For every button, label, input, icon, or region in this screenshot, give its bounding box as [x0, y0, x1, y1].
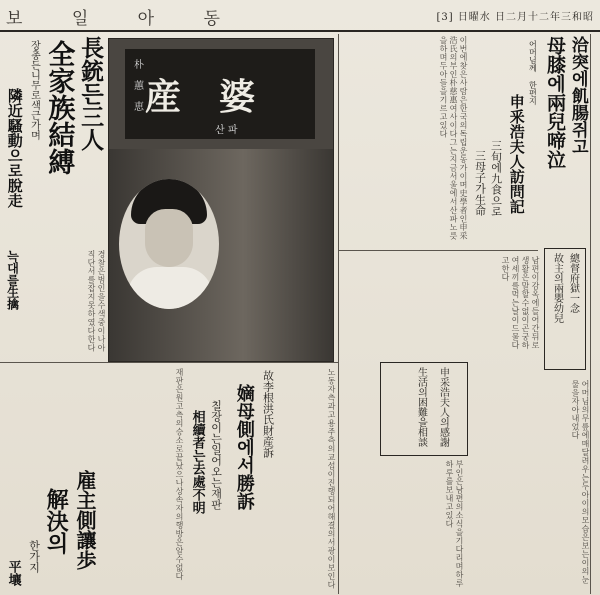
headline-bottom-4: 한가지 — [27, 540, 41, 573]
headline-left-small: 늑대를生擒 — [5, 250, 20, 310]
headline-bottom-2: 解決의 — [43, 488, 70, 554]
notice-box-title-2: 生活의困難을相談 — [415, 367, 427, 447]
masthead-date: [3] 日曜水 日二月十二年三和昭 — [436, 12, 594, 23]
headline-right-main-2: 母膝에兩兒啼泣 — [543, 36, 566, 169]
headline-bottom-1: 雇主側讓歩 — [73, 470, 97, 570]
headline-mid-sub: 칠장이는일어오는재판 — [209, 400, 223, 510]
headline-left-main-2: 全家族結縛 — [43, 40, 75, 175]
column-rule — [338, 34, 339, 594]
article-text: 노동자측과고용주측의교섭이진행되어해결의서광이보인다 — [327, 368, 336, 589]
headline-mid-main: 嫡母側에서勝訴 — [233, 384, 255, 510]
sign-left-text: 朴 蕙 恵 — [131, 59, 143, 111]
article-text: 남편이감옥에들어간뒤로생활은말할수없이곤궁하여세끼를먹는날이드물다고한다 — [501, 256, 540, 350]
headline-mid-sub2: 相續者는去處不明 — [189, 410, 205, 514]
headline-right-sub: 申釆浩夫人訪問記 — [507, 94, 526, 214]
article-text: 부인은남편의소식을기다리며하루하루를보내고있다 — [445, 460, 464, 588]
subhead-box — [544, 248, 586, 370]
column-rule — [590, 34, 591, 594]
masthead — [0, 0, 600, 32]
portrait-inset — [119, 179, 219, 309]
headline-left-sub2: 隣近騷動으로脫走 — [5, 88, 24, 208]
headline-mid-kicker: 故李根洪氏財産訴 — [261, 370, 275, 458]
article-text: 이번에찾은사람은한국의독립운동가이며史學者인申采浩氏의부인朴慈惠여사이다그는지금서울에서산파노릇을하며두아들을기르고있다 — [439, 36, 468, 240]
notice-box — [380, 362, 468, 456]
headline-right-sub3: 三母子가生命 — [473, 150, 487, 216]
section-rule — [338, 250, 538, 251]
headline-right-small: 總督府獄一念 — [567, 253, 579, 313]
section-rule — [0, 362, 338, 363]
headline-right-kicker: 어머님께 한편지 — [528, 40, 538, 105]
headline-right-sub2: 三旬에九食으로 — [489, 140, 503, 217]
sign-main-text: 産婆 — [145, 76, 294, 118]
headline-right-small-2: 故主의兩嬰幼兒 — [551, 253, 563, 323]
sign-sub-text: 산 파 — [215, 125, 238, 136]
article-text: 경찰은범인을수색중이나아직단서를잡지못하였다한다 — [87, 250, 106, 352]
headline-left-main-1: 長銃든三人 — [77, 36, 105, 151]
article-text: 재판은원고측의승소로끝났으나상속자의행방은알수없다 — [175, 368, 184, 581]
headline-left-sub: 장총든니무로색근가며 — [28, 40, 40, 140]
article-text: 어머님의무릎에매달려우는두아이의모습은보는이의눈물을자아내었다 — [571, 380, 590, 584]
headline-right-main-1: 洽突에飢腸쥐고 — [567, 36, 588, 155]
headline-bottom-3: 平壤 — [5, 560, 21, 586]
masthead-title: 보 일 아 동 — [6, 9, 242, 29]
notice-box-title: 申采浩夫人의感謝 — [437, 367, 449, 447]
shop-sign — [125, 49, 315, 139]
photo — [108, 38, 334, 362]
